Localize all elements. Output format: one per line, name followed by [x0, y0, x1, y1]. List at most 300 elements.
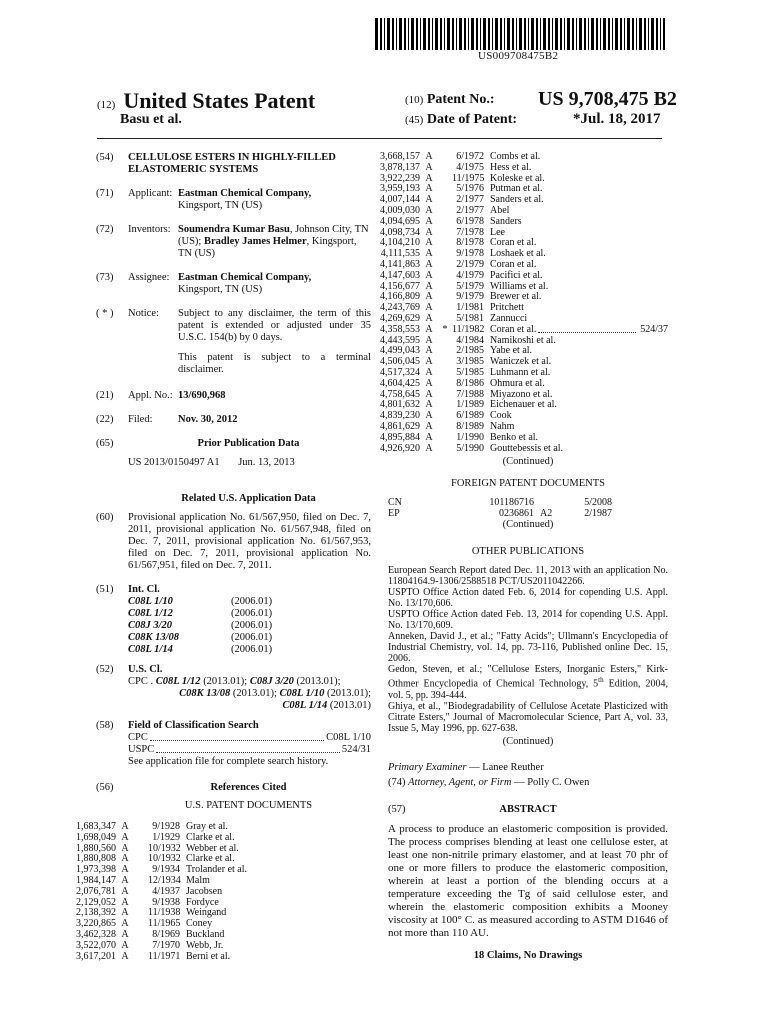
ref-kind: A: [425, 366, 433, 378]
barcode-bar: [543, 18, 546, 50]
reference-row: [360, 433, 668, 444]
barcode-bar: [435, 18, 438, 50]
ref-class: [638, 303, 668, 314]
patent-title: CELLULOSE ESTERS IN HIGHLY-FILLED ELASTOMERIC SYSTEMS: [128, 152, 336, 175]
barcode-bar: [464, 18, 466, 50]
reference-row: [56, 941, 371, 952]
ref-date: 5/1985: [456, 366, 484, 378]
other-publication-5-a: Gedon, Steven, et al.; "Cellulose Esters, Inorganic Esters," Kirk-Othmer Encyclopedia of Chemical Technology, 5: [388, 664, 668, 690]
ref-date: 11/1982: [452, 323, 485, 335]
ref-star: [438, 444, 452, 455]
foreign-doc-row: [388, 497, 668, 508]
barcode-bar: [644, 18, 646, 50]
ref-class: 524/37: [640, 323, 668, 335]
ref-class: [638, 238, 668, 249]
continued-3: (Continued): [502, 735, 554, 747]
other-publication-3: USPTO Office Action dated Feb. 13, 2014 for copending U.S. Appl. No. 13/170,609.: [388, 609, 668, 632]
patent-number: US 9,708,475 B2: [538, 88, 677, 110]
cpc-ver-1: (2013.01);: [200, 676, 250, 687]
ref-author: Sanders et al.: [490, 194, 544, 206]
ref-author: Hess et al.: [490, 161, 532, 173]
ref-number: 3,617,201: [76, 950, 116, 962]
ref-number: 4,147,603: [380, 269, 420, 281]
us-cl-line-2: [128, 688, 371, 700]
reference-row: [360, 217, 668, 228]
prior-publication-number: US 2013/0150497 A1: [128, 457, 220, 468]
foreign-number: 101186716: [489, 497, 534, 509]
ref-number: 3,462,328: [76, 928, 116, 940]
ref-kind: A: [425, 312, 433, 324]
us-cl-line-3: [128, 700, 371, 712]
prior-publication-field: [96, 438, 371, 469]
ref-author: Ohmura et al.: [490, 377, 545, 389]
foreign-docs-heading: FOREIGN PATENT DOCUMENTS: [450, 478, 606, 490]
reference-row: [360, 163, 668, 174]
assignee-field: [96, 272, 371, 296]
ref-number: 4,506,045: [380, 356, 420, 368]
ref-number: 1,984,147: [76, 874, 116, 886]
ref-star: [438, 206, 452, 217]
ref-date: 10/1932: [148, 842, 181, 854]
ref-class: [638, 282, 668, 293]
ref-number: 4,926,920: [380, 442, 420, 454]
ref-star: [438, 390, 452, 401]
ref-author: Putman et al.: [490, 183, 543, 195]
barcode-bar: [636, 18, 637, 50]
ref-date: 12/1934: [148, 874, 181, 886]
ref-author: Loshaek et al.: [490, 248, 546, 260]
barcode-bar: [596, 18, 598, 50]
ref-kind: A: [121, 874, 129, 886]
ref-number: 3,668,157: [380, 151, 420, 162]
ref-date: 4/1979: [456, 269, 484, 281]
ref-number: 3,878,137: [380, 161, 420, 173]
ref-star: [134, 876, 148, 887]
ref-author: Webb, Jr.: [186, 939, 224, 951]
related-heading: Related U.S. Application Data: [181, 493, 316, 504]
examiner-line: [388, 762, 668, 774]
assignee-location: Kingsport, TN (US): [178, 284, 263, 295]
barcode-bar: [447, 18, 450, 50]
left-column: [76, 152, 371, 970]
ref-kind: A: [121, 950, 129, 962]
barcode-bar: [560, 18, 562, 50]
int-cl-label: Int. Cl.: [128, 584, 160, 595]
inventor-2-location: , Kingsport, TN (US): [178, 236, 357, 259]
related-field: [96, 512, 371, 572]
ref-number: 3,522,070: [76, 939, 116, 951]
ref-kind: A: [121, 928, 129, 940]
other-publications-heading: OTHER PUBLICATIONS: [471, 546, 585, 558]
field-search-cpc: [128, 732, 371, 744]
ref-star: [438, 303, 452, 314]
patent-header-left: [97, 88, 315, 114]
ref-number: 4,443,595: [380, 334, 420, 346]
ref-star: [438, 357, 452, 368]
barcode-bar: [480, 18, 481, 50]
abstract-header: [388, 804, 668, 816]
ref-date: 9/1978: [456, 248, 484, 260]
ref-star: [134, 898, 148, 909]
ref-date: 2/1985: [456, 345, 484, 357]
barcode-bar: [576, 18, 577, 50]
us-patent-docs-heading: U.S. PATENT DOCUMENTS: [184, 800, 313, 811]
inid-71: (71): [96, 188, 114, 199]
ref-kind: A: [425, 377, 433, 389]
ref-date: 6/1978: [456, 215, 484, 227]
ref-date: 6/1972: [456, 151, 484, 162]
title-field: [96, 152, 371, 176]
ref-date: 11/1965: [148, 918, 181, 930]
inid-12: (12): [97, 99, 116, 111]
ref-date: 7/1970: [152, 939, 180, 951]
barcode-bar: [428, 18, 430, 50]
ref-date: 1/1989: [456, 399, 484, 411]
inid-21: (21): [96, 390, 114, 401]
ref-kind: A: [425, 323, 433, 335]
ref-star: [134, 908, 148, 919]
int-cl-code: C08J 3/20: [128, 620, 173, 631]
references-heading: References Cited: [210, 782, 287, 793]
ref-star: [134, 854, 148, 865]
ref-number: 2,129,052: [76, 896, 116, 908]
barcode-bar: [444, 18, 445, 50]
barcode-bar: [588, 18, 589, 50]
date-label: Date of Patent:: [426, 112, 518, 127]
ref-number: 4,861,629: [380, 420, 420, 432]
foreign-country: EP: [388, 508, 400, 520]
ref-author: Fordyce: [186, 896, 219, 908]
int-cl-row: [128, 632, 371, 644]
patent-number-row: [405, 88, 677, 110]
attorney-name: — Polly C. Owen: [511, 776, 590, 788]
inid-51: (51): [96, 584, 114, 595]
barcode-bar: [572, 18, 574, 50]
ref-kind: A: [425, 237, 433, 249]
ref-author: Coran et al.: [490, 323, 537, 335]
ref-date: 9/1938: [152, 896, 180, 908]
cpc-ver-4: (2013.01);: [324, 688, 371, 699]
right-column: [380, 151, 668, 962]
inid-72: (72): [96, 224, 114, 235]
ref-kind: A: [121, 896, 129, 908]
ref-star: [134, 822, 148, 833]
ref-author: Malm: [186, 874, 210, 886]
ref-kind: A: [425, 248, 433, 260]
ref-number: 1,973,398: [76, 864, 116, 876]
ref-kind: A: [425, 291, 433, 303]
ref-date: 2/1977: [456, 194, 484, 206]
notice-label: Notice:: [128, 308, 159, 319]
int-cl-field: [96, 584, 371, 656]
prior-publication-row: [96, 457, 371, 469]
barcode-bar: [579, 18, 582, 50]
attorney-label: Attorney, Agent, or Firm: [408, 776, 512, 788]
patent-date: *Jul. 18, 2017: [573, 111, 661, 127]
ref-class: [638, 400, 668, 411]
other-publication-5-sup: th: [598, 676, 604, 685]
ref-class: [638, 152, 668, 163]
barcode-bar: [548, 18, 550, 50]
ref-author: Waniczek et al.: [490, 356, 552, 368]
reference-row: [360, 379, 668, 390]
barcode-bar: [495, 18, 498, 50]
int-cl-version: (2006.01): [231, 608, 273, 619]
ref-star: [438, 195, 452, 206]
ref-number: 4,839,230: [380, 410, 420, 422]
int-cl-row: [128, 596, 371, 608]
foreign-kind: [540, 497, 564, 508]
ref-date: 5/1979: [456, 280, 484, 292]
ref-class: [638, 184, 668, 195]
ref-date: 6/1989: [456, 410, 484, 422]
reference-row: [360, 444, 668, 455]
ref-class: [638, 368, 668, 379]
ref-class: [638, 411, 668, 422]
ref-date: 9/1934: [152, 864, 180, 876]
abstract-text: A process to produce an elastomeric composition is provided. The process comprises blending at least one cellulose ester, at least one non-nitrile primary elastomer, and at least 70 phr of one or more fillers to produce the elastomeric composition, wherein at least a portion of the blending occurs at a temperature exceeding the Tg of said cellulose ester, and wherein the elastomeric composition exhibits a Mooney viscosity at 100° C. as measured according to ASTM D1646 of not more than 110 AU.: [388, 822, 668, 939]
cpc-code-3: C08K 13/08: [179, 688, 231, 699]
ref-author: Pritchett: [490, 302, 524, 314]
barcode-bar: [404, 18, 406, 50]
barcode-bar: [516, 18, 517, 50]
cpc-ver-3: (2013.01);: [230, 688, 280, 699]
appl-no-label: Appl. No.:: [128, 390, 173, 401]
cpc-label: CPC .: [128, 676, 156, 687]
ref-kind: A: [425, 302, 433, 314]
ref-kind: A: [121, 842, 129, 854]
field-search-cpc-label: CPC: [128, 732, 148, 743]
ref-kind: A: [121, 821, 129, 832]
other-publication-5: [388, 664, 668, 700]
ref-date: 2/1977: [456, 204, 484, 216]
reference-row: [56, 833, 371, 844]
barcode-bar: [468, 18, 469, 50]
ref-class: [638, 336, 668, 347]
ref-date: 4/1975: [456, 161, 484, 173]
ref-date: 10/1932: [148, 853, 181, 865]
barcode-bar: [488, 18, 490, 50]
barcode-bar: [507, 18, 510, 50]
ref-class: [638, 357, 668, 368]
cpc-code-5: C08L 1/14: [282, 700, 328, 711]
ref-star: [134, 887, 148, 898]
ref-kind: A: [425, 161, 433, 173]
field-search-note: See application file for complete search history.: [128, 756, 329, 767]
barcode-bar: [564, 18, 565, 50]
ref-author: Cook: [490, 410, 512, 422]
ref-star: [438, 238, 452, 249]
ref-number: 1,880,808: [76, 853, 116, 865]
barcode-bar: [408, 18, 409, 50]
ref-star: [438, 249, 452, 260]
other-publications-list: [388, 565, 668, 733]
ref-date: 5/1976: [456, 183, 484, 195]
ref-author: Berni et al.: [186, 950, 231, 962]
ref-author: Coran et al.: [490, 258, 537, 270]
ref-date: 11/1971: [148, 950, 181, 962]
other-publication-5-b: Edition, 2004, vol. 5, pp. 394-444.: [388, 678, 668, 701]
ref-star: [438, 411, 452, 422]
ref-author: Jacobsen: [186, 885, 223, 897]
ref-class: [638, 346, 668, 357]
ref-author: Zannucci: [490, 312, 528, 324]
ref-star: [438, 346, 452, 357]
barcode-bar: [384, 18, 385, 50]
ref-author: Clarke et al.: [186, 853, 235, 865]
ref-star: [438, 379, 452, 390]
ref-date: 8/1978: [456, 237, 484, 249]
us-cl-field: [96, 664, 371, 712]
barcode-bar: [399, 18, 402, 50]
ref-star: [438, 433, 452, 444]
barcode-bar: [632, 18, 634, 50]
ref-author: Combs et al.: [490, 151, 541, 162]
ref-kind: A: [425, 194, 433, 206]
int-cl-code: C08K 13/08: [128, 632, 180, 643]
ref-star: [438, 163, 452, 174]
claims-summary: 18 Claims, No Drawings: [473, 949, 583, 961]
appl-no-value: 13/690,968: [178, 390, 226, 401]
barcode-bar: [504, 18, 505, 50]
ref-number: 4,141,863: [380, 258, 420, 270]
ref-star: [134, 930, 148, 941]
filed-label: Filed:: [128, 414, 153, 425]
ref-number: 4,517,324: [380, 366, 420, 378]
ref-author: Sanders: [490, 215, 522, 227]
assignee-name: Eastman Chemical Company,: [178, 272, 312, 283]
appl-no-field: [96, 390, 371, 402]
ref-star: [438, 260, 452, 271]
barcode: [375, 18, 665, 50]
ref-author: Weingand: [186, 907, 227, 919]
applicant-label: Applicant:: [128, 188, 173, 199]
barcode-bar: [387, 18, 390, 50]
notice-text-2: This patent is subject to a terminal disclaimer.: [178, 352, 371, 375]
ref-class: [638, 292, 668, 303]
ref-number: 4,098,734: [380, 226, 420, 238]
ref-date: 11/1975: [452, 172, 485, 184]
foreign-date: 2/1987: [584, 508, 612, 520]
ref-kind: A: [425, 431, 433, 443]
ref-author: Coran et al.: [490, 237, 537, 249]
ref-star: [134, 865, 148, 876]
reference-row: [360, 271, 668, 282]
int-cl-code: C08L 1/14: [128, 644, 173, 655]
ref-star: [438, 152, 452, 163]
ref-date: 5/1981: [456, 312, 484, 324]
ref-date: 5/1990: [456, 442, 484, 454]
ref-author: Nahm: [490, 420, 515, 432]
barcode-bar: [648, 18, 649, 50]
ref-kind: A: [425, 356, 433, 368]
applicant-field: [96, 188, 371, 212]
ref-date: 8/1989: [456, 420, 484, 432]
int-cl-version: (2006.01): [231, 596, 273, 607]
notice-text-1: Subject to any disclaimer, the term of this patent is extended or adjusted under 35 U.S.C. 154(b) by 0 days.: [178, 308, 371, 343]
ref-star: [438, 174, 452, 185]
ref-date: 7/1988: [456, 388, 484, 400]
ref-star: [134, 919, 148, 930]
ref-class: [638, 390, 668, 401]
ref-author: Eichenauer et al.: [490, 399, 557, 411]
ref-class: [638, 379, 668, 390]
ref-class: [638, 444, 668, 455]
ref-author: Coney: [186, 918, 213, 930]
ref-kind: A: [121, 907, 129, 919]
us-cl-line-1: [128, 676, 371, 688]
ref-kind: A: [425, 399, 433, 411]
cpc-ver-5: (2013.01): [327, 700, 371, 711]
prior-publication-heading: Prior Publication Data: [197, 438, 300, 449]
barcode-bar: [492, 18, 493, 50]
ref-kind: A: [425, 215, 433, 227]
ref-date: 2/1979: [456, 258, 484, 270]
barcode-bar: [500, 18, 502, 50]
barcode-bar: [512, 18, 514, 50]
field-search-field: [96, 720, 371, 768]
date-row: [405, 111, 661, 128]
ref-number: 3,959,193: [380, 183, 420, 195]
barcode-bar: [552, 18, 553, 50]
inid-60: (60): [96, 512, 114, 523]
ref-date: 9/1928: [152, 821, 180, 832]
ref-star: [134, 844, 148, 855]
ref-star: [134, 941, 148, 952]
barcode-bar: [663, 18, 665, 50]
barcode-bar: [531, 18, 534, 50]
ref-date: 8/1986: [456, 377, 484, 389]
barcode-bar: [639, 18, 642, 50]
ref-number: 3,922,239: [380, 172, 420, 184]
us-patent-docs-list-continued: [360, 152, 668, 454]
ref-author: Abel: [490, 204, 510, 216]
assignee-label: Assignee:: [128, 272, 170, 283]
barcode-bar: [396, 18, 397, 50]
references-field: [76, 782, 371, 962]
int-cl-row: [128, 644, 371, 656]
inid-65: (65): [96, 438, 114, 449]
ref-class: [638, 228, 668, 239]
abstract-heading: ABSTRACT: [499, 803, 557, 815]
barcode-bar: [420, 18, 421, 50]
filed-field: [96, 414, 371, 426]
ref-kind: A: [121, 885, 129, 897]
ref-number: 4,094,695: [380, 215, 420, 227]
ref-kind: A: [425, 410, 433, 422]
prior-publication-date: Jun. 13, 2013: [238, 457, 295, 468]
ref-star: [438, 228, 452, 239]
barcode-bar: [540, 18, 541, 50]
inid-54: (54): [96, 152, 114, 163]
ref-class: [638, 206, 668, 217]
ref-number: 4,243,769: [380, 302, 420, 314]
ref-star: [438, 422, 452, 433]
ref-star: *: [442, 323, 448, 335]
cpc-code-4: C08L 1/10: [279, 688, 325, 699]
ref-class: [638, 271, 668, 282]
ref-number: 4,499,043: [380, 345, 420, 357]
barcode-bar: [411, 18, 414, 50]
barcode-bar: [375, 18, 378, 50]
ref-number: 4,269,629: [380, 312, 420, 324]
ref-class: [638, 217, 668, 228]
ref-author: Benko et al.: [490, 431, 539, 443]
leader-dots: [538, 325, 636, 333]
examiner-name: — Lanee Reuther: [466, 761, 544, 773]
barcode-bar: [612, 18, 613, 50]
ref-class: [638, 260, 668, 271]
